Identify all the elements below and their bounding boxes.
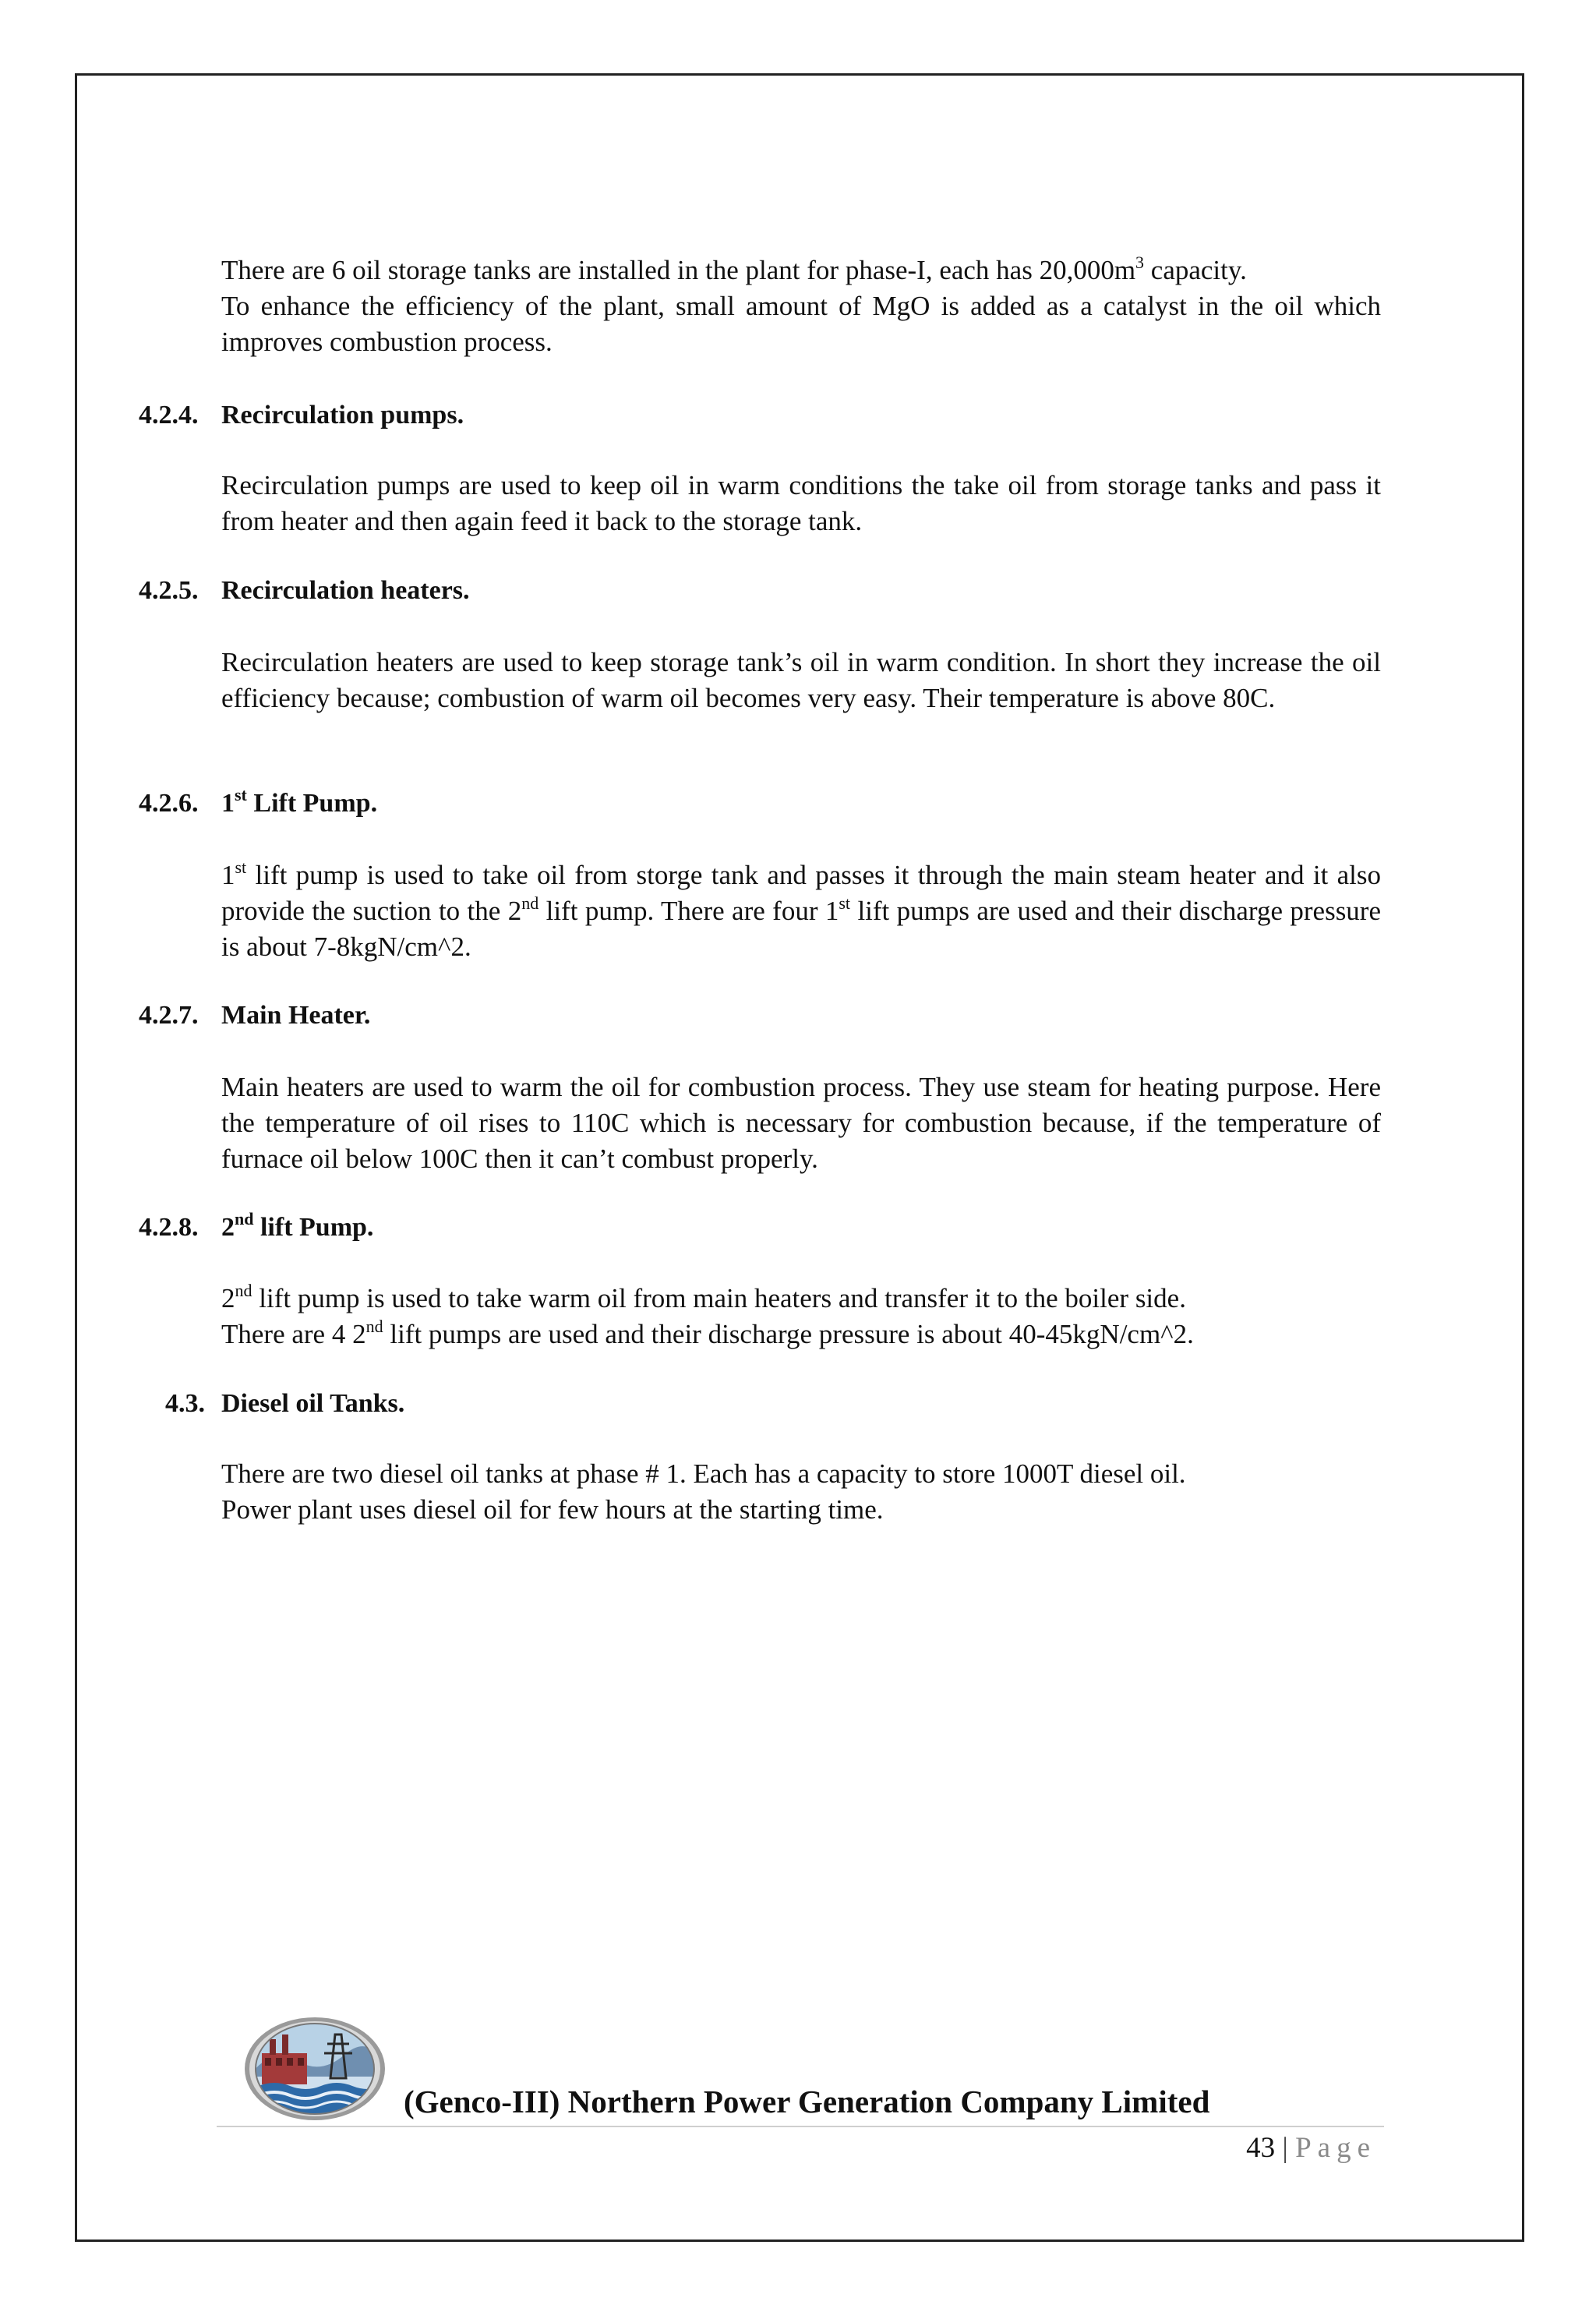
company-logo-icon <box>243 2016 387 2122</box>
page-number-value: 43 <box>1246 2132 1276 2164</box>
section-body-4-2-5: Recirculation heaters are used to keep storage tank’s oil in warm condition. In short they increase the oil efficiency because; combustion of warm oil becomes very easy. Their temperature is above 80C. <box>221 647 1381 713</box>
section-body-4-3 <box>221 1456 1381 1528</box>
intro-first-line: There are 6 oil storage tanks are installed in the plant for phase-I, each has $20,000m^3$ capacity. <box>221 253 1247 285</box>
section-heading-4-2-4: 4.2.4. Recirculation pumps. <box>139 401 464 430</box>
section-body-4-2-8 <box>221 1281 1381 1352</box>
page-number <box>1216 2131 1376 2165</box>
section-heading-4-2-6: 4.2.6. 1st Lift Pump. <box>139 785 378 818</box>
section-heading-4-2-5: 4.2.5. Recirculation heaters. <box>139 576 470 605</box>
section-heading-4-2-8: 4.2.8. 2nd lift Pump. <box>139 1209 374 1242</box>
footer-divider <box>217 2126 1384 2127</box>
section-body-4-2-4: Recirculation pumps are used to keep oil in warm conditions the take oil from storage tanks and pass it from heater and then again feed it back to the storage tank. <box>221 470 1381 536</box>
intro-paragraph: There are 6 oil storage tanks are installed in the plant for phase-I, each has $20,000m^3$ capacity. To enhance the efficiency of the plant, small amount of MgO is added as a catalyst in the oil which improves combustion process. <box>221 253 1381 357</box>
section-heading-4-3: 4.3. Diesel oil Tanks. <box>165 1389 405 1418</box>
section-body-4-2-6: 1st lift pump is used to take oil from storge tank and passes it through the main steam heater and it also provide the suction to the 2nd lift pump. There are four 1st lift pumps are used and their discharge pressure is about 7-8kgN/cm^2. <box>221 857 1381 962</box>
section-body-4-3-line-2: Power plant uses diesel oil for few hours at the starting time. <box>221 1494 884 1525</box>
page-label: Page <box>1295 2132 1376 2164</box>
section-body-4-2-8-line-1: 2nd lift pump is used to take warm oil from main heaters and transfer it to the boiler side. <box>221 1281 1186 1313</box>
page-number-separator: | <box>1282 2132 1288 2164</box>
section-body-4-3-line-1: There are two diesel oil tanks at phase # 1. Each has a capacity to store 1000T diesel oil. <box>221 1458 1186 1489</box>
section-heading-4-2-7: 4.2.7. Main Heater. <box>139 1001 371 1030</box>
section-body-4-2-7: Main heaters are used to warm the oil for combustion process. They use steam for heating purpose. Here the temperature of oil rises to 110C which is necessary for combustion because, if the temperature of furnace oil below 100C then it can’t combust properly. <box>221 1072 1381 1174</box>
section-body-4-2-8-line-2: There are 4 2nd lift pumps are used and their discharge pressure is about 40-45kgN/cm^2. <box>221 1317 1194 1349</box>
company-name: (Genco-III) Northern Power Generation Company Limited <box>404 2084 1210 2119</box>
